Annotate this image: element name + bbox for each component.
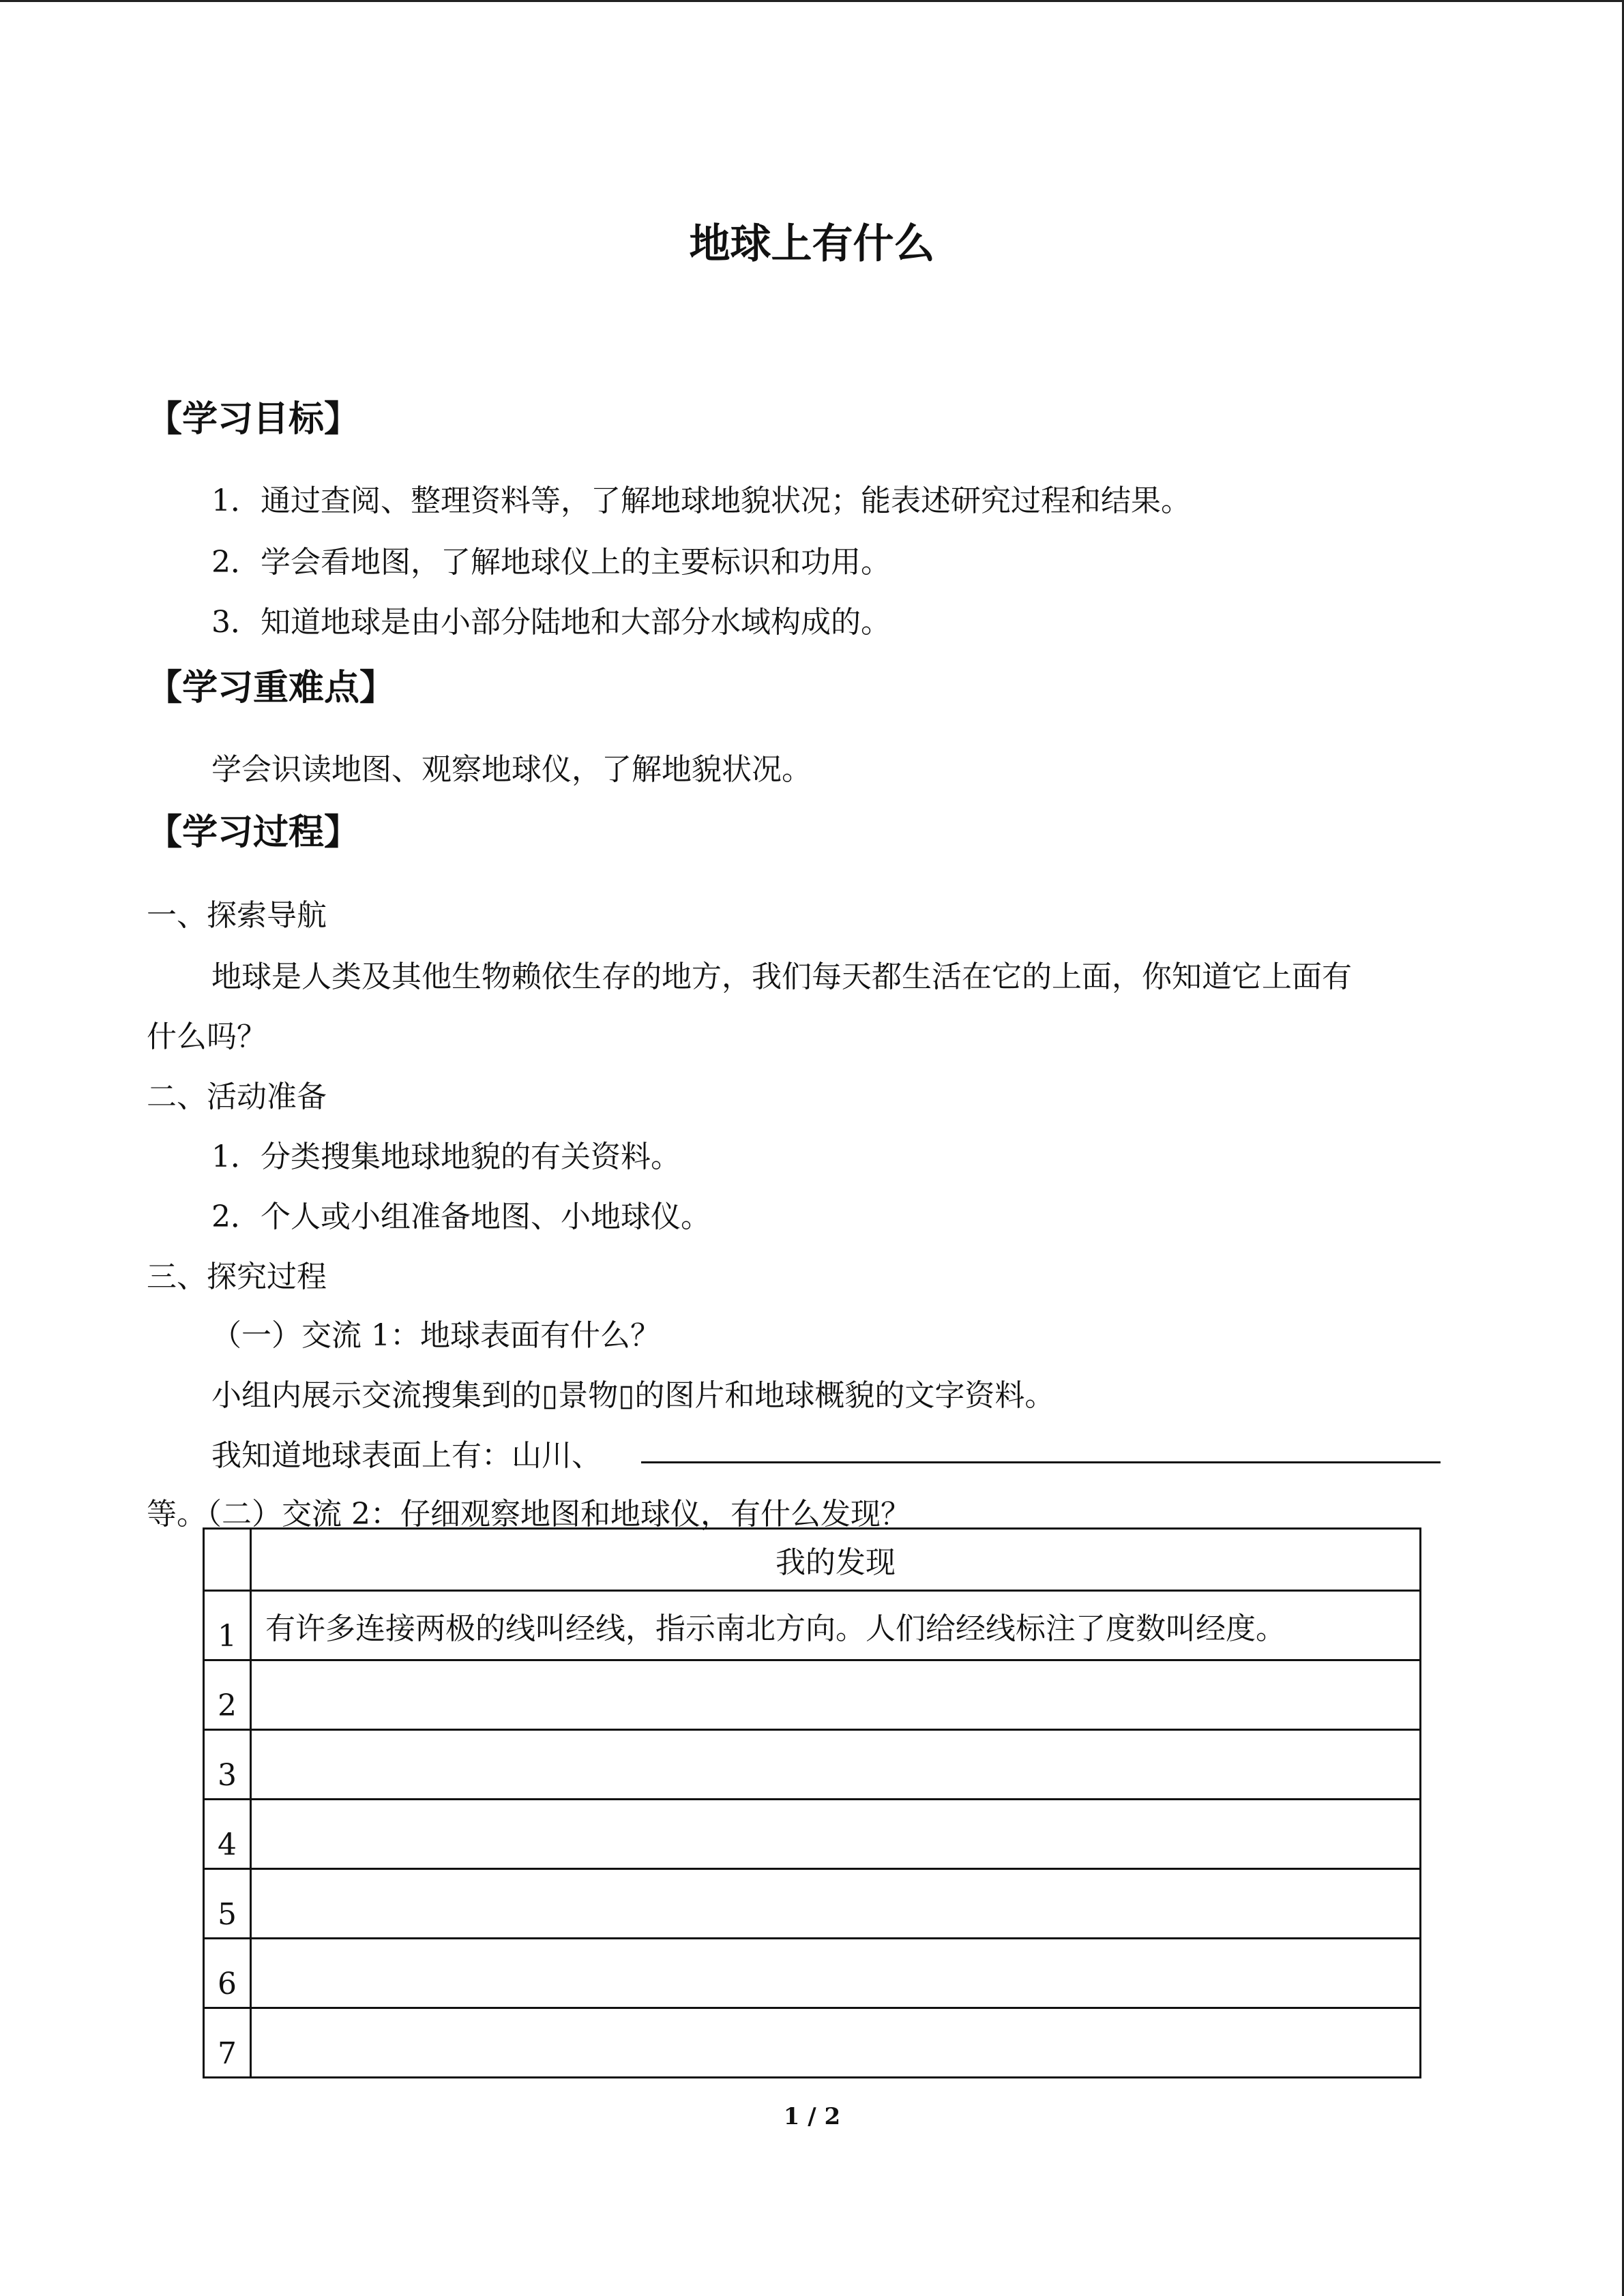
- table-header-num: [204, 1529, 251, 1591]
- table-row: [204, 1800, 1421, 1869]
- key-points-text: 学会识读地图、观察地球仪，了解地貌状况。: [211, 752, 812, 787]
- key-points-heading: 【学习重难点】: [147, 668, 396, 709]
- row-number: 2: [204, 1660, 251, 1730]
- table-row: [204, 1939, 1421, 2008]
- objective-item-3: 3．知道地球是由小部分陆地和大部分水域构成的。: [211, 605, 891, 640]
- row-finding[interactable]: [251, 1939, 1421, 2008]
- part1-title: 一、探索导航: [147, 898, 327, 933]
- table-row: [204, 1730, 1421, 1800]
- part2-title: 二、活动准备: [147, 1079, 327, 1114]
- fill-prompt: 我知道地球表面上有：山川、: [211, 1438, 602, 1473]
- objective-item-2: 2．学会看地图，了解地球仪上的主要标识和功用。: [211, 545, 891, 580]
- row-number: 1: [204, 1591, 251, 1660]
- part3-title: 三、探究过程: [147, 1259, 327, 1294]
- part2-item-2: 2．个人或小组准备地图、小地球仪。: [211, 1199, 711, 1234]
- row-number: 5: [204, 1869, 251, 1939]
- process-heading: 【学习过程】: [147, 812, 360, 853]
- table-header-row: [204, 1529, 1421, 1591]
- row-number: 7: [204, 2008, 251, 2078]
- table-row: [204, 1869, 1421, 1939]
- part1-text-line2: 什么吗？: [147, 1019, 267, 1054]
- exchange1-title: （一）交流 1：地球表面有什么？: [211, 1318, 660, 1353]
- table-header-findings: 我的发现: [251, 1529, 1421, 1591]
- exchange2-line: 等。（二）交流 2：仔细观察地图和地球仪，有什么发现？: [147, 1497, 911, 1532]
- exchange1-text: 小组内展示交流搜集到的▯景物▯的图片和地球概貌的文字资料。: [211, 1378, 1055, 1413]
- row-finding[interactable]: 有许多连接两极的线叫经线，指示南北方向。人们给经线标注了度数叫经度。: [251, 1591, 1421, 1660]
- findings-table: [203, 1527, 1421, 2078]
- row-number: 4: [204, 1800, 251, 1869]
- page-border-top: [0, 0, 1624, 2]
- row-finding[interactable]: [251, 1660, 1421, 1730]
- row-finding[interactable]: [251, 1730, 1421, 1800]
- page-number: 1 / 2: [783, 2103, 841, 2130]
- table-row: [204, 1591, 1421, 1660]
- row-number: 3: [204, 1730, 251, 1800]
- table-row: [204, 1660, 1421, 1730]
- objective-item-1: 1．通过查阅、整理资料等，了解地球地貌状况；能表述研究过程和结果。: [211, 483, 1191, 518]
- part1-text-line1: 地球是人类及其他生物赖依生存的地方，我们每天都生活在它的上面，你知道它上面有: [211, 959, 1352, 994]
- row-finding[interactable]: [251, 2008, 1421, 2078]
- part2-item-1: 1．分类搜集地球地貌的有关资料。: [211, 1139, 681, 1174]
- table-row: [204, 2008, 1421, 2078]
- row-finding[interactable]: [251, 1869, 1421, 1939]
- fill-in-blank[interactable]: [641, 1461, 1441, 1463]
- page-title: 地球上有什么: [689, 220, 935, 268]
- row-number: 6: [204, 1939, 251, 2008]
- objectives-heading: 【学习目标】: [147, 399, 360, 440]
- row-finding[interactable]: [251, 1800, 1421, 1869]
